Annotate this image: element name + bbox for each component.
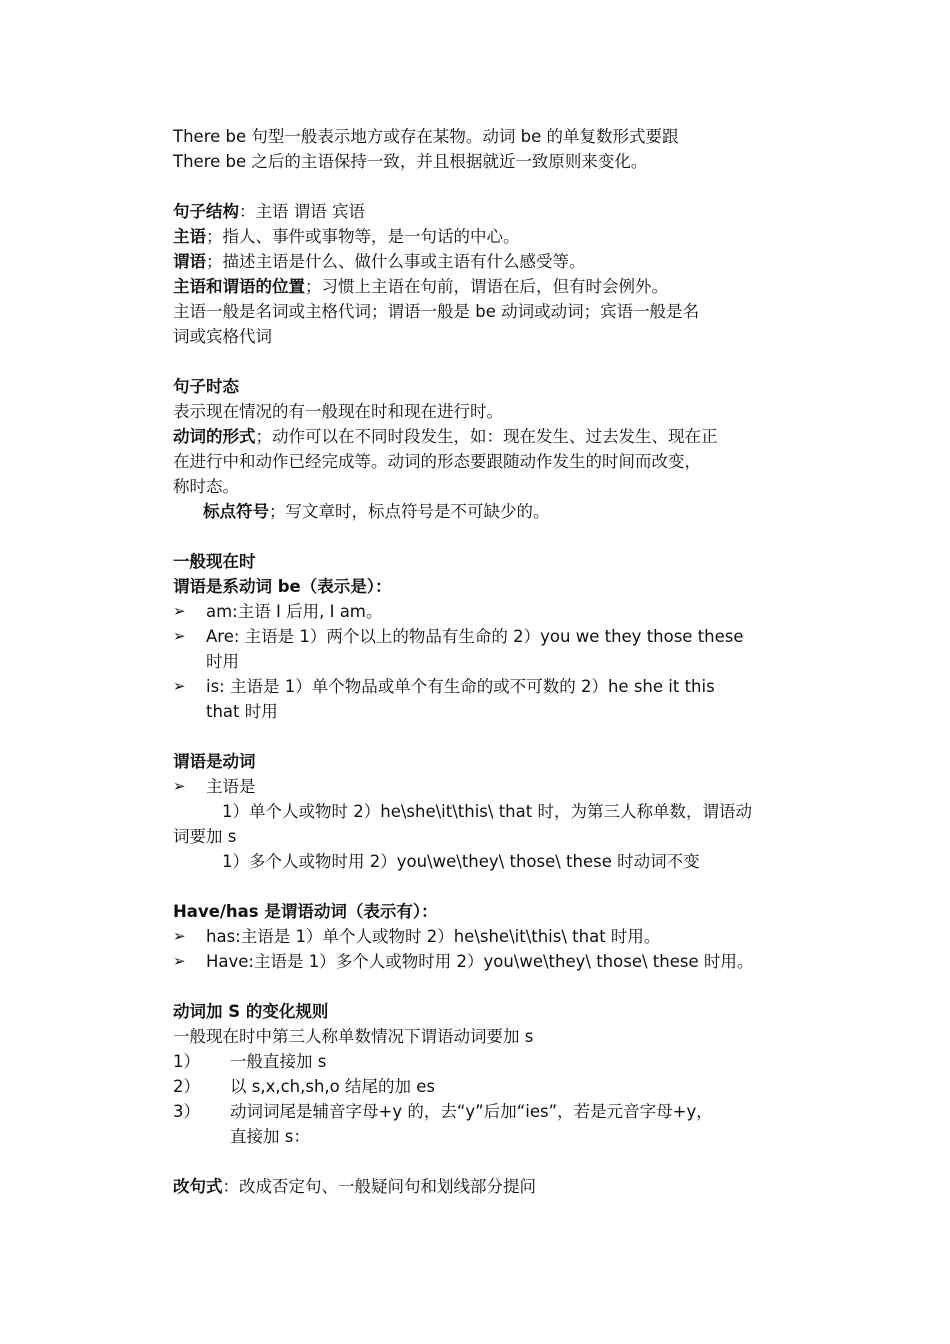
be-item-line-2: that 时用 bbox=[206, 702, 278, 721]
be-item-text: am:主语 I 后用, I am。 bbox=[206, 602, 383, 621]
rule-text: 一般直接加 s bbox=[230, 1052, 327, 1071]
predicate-text: ；描述主语是什么、做什么事或主语有什么感受等。 bbox=[206, 252, 586, 271]
position-line bbox=[173, 274, 779, 299]
be-heading bbox=[173, 574, 779, 599]
predicate-line bbox=[173, 249, 779, 274]
be-item-am bbox=[173, 599, 779, 624]
punct-line bbox=[173, 499, 779, 524]
verb-form-text: ；动作可以在不同时段发生，如：现在发生、过去发生、现在正 bbox=[255, 427, 718, 446]
add-s-heading-text: 动词加 S 的变化规则 bbox=[173, 1002, 329, 1021]
structure-note-line-1: 主语一般是名词或主格代词；谓语一般是 be 动词或动词；宾语一般是名 bbox=[173, 302, 700, 321]
bullet-arrow-icon: ➢ bbox=[173, 677, 186, 695]
verb-predicate-item-text: 主语是 bbox=[206, 777, 256, 796]
have-has-heading bbox=[173, 899, 779, 924]
present-heading bbox=[173, 549, 779, 574]
verb-form-line-1 bbox=[173, 424, 779, 449]
be-item-line-2: 时用 bbox=[206, 652, 239, 671]
bullet-arrow-icon: ➢ bbox=[173, 777, 186, 795]
verb-form-line-3: 称时态。 bbox=[173, 477, 239, 496]
subject-line bbox=[173, 224, 779, 249]
subject-text: ；指人、事件或事物等，是一句话的中心。 bbox=[206, 227, 520, 246]
add-s-intro: 一般现在时中第三人称单数情况下谓语动词要加 s bbox=[173, 1027, 534, 1046]
bullet-arrow-icon: ➢ bbox=[173, 602, 186, 620]
bullet-arrow-icon: ➢ bbox=[173, 927, 186, 945]
be-item-line-1: Are: 主语是 1）两个以上的物品有生命的 2）you we they those these bbox=[206, 627, 744, 646]
be-item-are bbox=[173, 624, 779, 674]
rewrite-text: ：改成否定句、一般疑问句和划线部分提问 bbox=[222, 1177, 536, 1196]
rule-line-2: 直接加 s： bbox=[230, 1127, 310, 1146]
have-has-item-has bbox=[173, 924, 779, 949]
tense-heading bbox=[173, 374, 779, 399]
add-s-heading bbox=[173, 999, 779, 1024]
position-text: ；习惯上主语在句前，谓语在后，但有时会例外。 bbox=[305, 277, 668, 296]
rewrite-label: 改句式 bbox=[173, 1177, 223, 1196]
be-item-text bbox=[206, 674, 779, 724]
bullet-arrow-icon: ➢ bbox=[173, 952, 186, 970]
be-item-line-1: is: 主语是 1）单个物品或单个有生命的或不可数的 2）he she it this bbox=[206, 677, 715, 696]
subject-label: 主语 bbox=[173, 227, 206, 246]
add-s-rule-1 bbox=[173, 1049, 779, 1074]
rewrite-line bbox=[173, 1174, 779, 1199]
structure-note-line-2: 词或宾格代词 bbox=[173, 327, 272, 346]
present-heading-text: 一般现在时 bbox=[173, 552, 256, 571]
rule-number: 1） bbox=[173, 1052, 200, 1071]
verb-predicate-heading-text: 谓语是动词 bbox=[173, 752, 256, 771]
be-heading-text: 谓语是系动词 be（表示是）： bbox=[173, 577, 392, 596]
document-page bbox=[173, 124, 779, 1199]
be-item-is bbox=[173, 674, 779, 724]
rule-number: 2） bbox=[173, 1077, 200, 1096]
intro-line-1: There be 句型一般表示地方或存在某物。动词 be 的单复数形式要跟 bbox=[173, 127, 679, 146]
rule-text bbox=[230, 1099, 779, 1149]
verb-predicate-sub1-line-2: 词要加 s bbox=[173, 827, 237, 846]
add-s-rule-2 bbox=[173, 1074, 779, 1099]
verb-predicate-item bbox=[173, 774, 779, 799]
have-has-heading-text: Have/has 是谓语动词（表示有）： bbox=[173, 902, 438, 921]
rule-text: 以 s,x,ch,sh,o 结尾的加 es bbox=[230, 1077, 436, 1096]
verb-form-label: 动词的形式 bbox=[173, 427, 256, 446]
structure-text: ：主语 谓语 宾语 bbox=[239, 202, 365, 221]
bullet-arrow-icon: ➢ bbox=[173, 627, 186, 645]
add-s-rule-3 bbox=[173, 1099, 779, 1149]
predicate-label: 谓语 bbox=[173, 252, 206, 271]
be-item-text bbox=[206, 624, 779, 674]
verb-predicate-sub2: 1）多个人或物时用 2）you\we\they\ those\ these 时动词不变 bbox=[222, 852, 700, 871]
verb-predicate-sub1-line-1: 1）单个人或物时 2）he\she\it\this\ that 时，为第三人称单数，谓语动 bbox=[222, 802, 752, 821]
have-has-item-text: Have:主语是 1）多个人或物时用 2）you\we\they\ those\ these 时用。 bbox=[206, 952, 754, 971]
punct-label: 标点符号 bbox=[203, 502, 269, 521]
punct-text: ；写文章时，标点符号是不可缺少的。 bbox=[269, 502, 550, 521]
intro-line-2: There be 之后的主语保持一致，并且根据就近一致原则来变化。 bbox=[173, 152, 648, 171]
rule-number: 3） bbox=[173, 1102, 200, 1121]
tense-line-1: 表示现在情况的有一般现在时和现在进行时。 bbox=[173, 402, 503, 421]
have-has-item-text: has:主语是 1）单个人或物时 2）he\she\it\this\ that 时用。 bbox=[206, 927, 661, 946]
tense-heading-text: 句子时态 bbox=[173, 377, 239, 396]
verb-predicate-heading bbox=[173, 749, 779, 774]
rule-line-1: 动词词尾是辅音字母+y 的，去“y”后加“ies”，若是元音字母+y， bbox=[230, 1102, 713, 1121]
structure-label: 句子结构 bbox=[173, 202, 239, 221]
position-label: 主语和谓语的位置 bbox=[173, 277, 305, 296]
structure-line bbox=[173, 199, 779, 224]
verb-form-line-2: 在进行中和动作已经完成等。动词的形态要跟随动作发生的时间而改变， bbox=[173, 452, 701, 471]
have-has-item-have bbox=[173, 949, 779, 974]
